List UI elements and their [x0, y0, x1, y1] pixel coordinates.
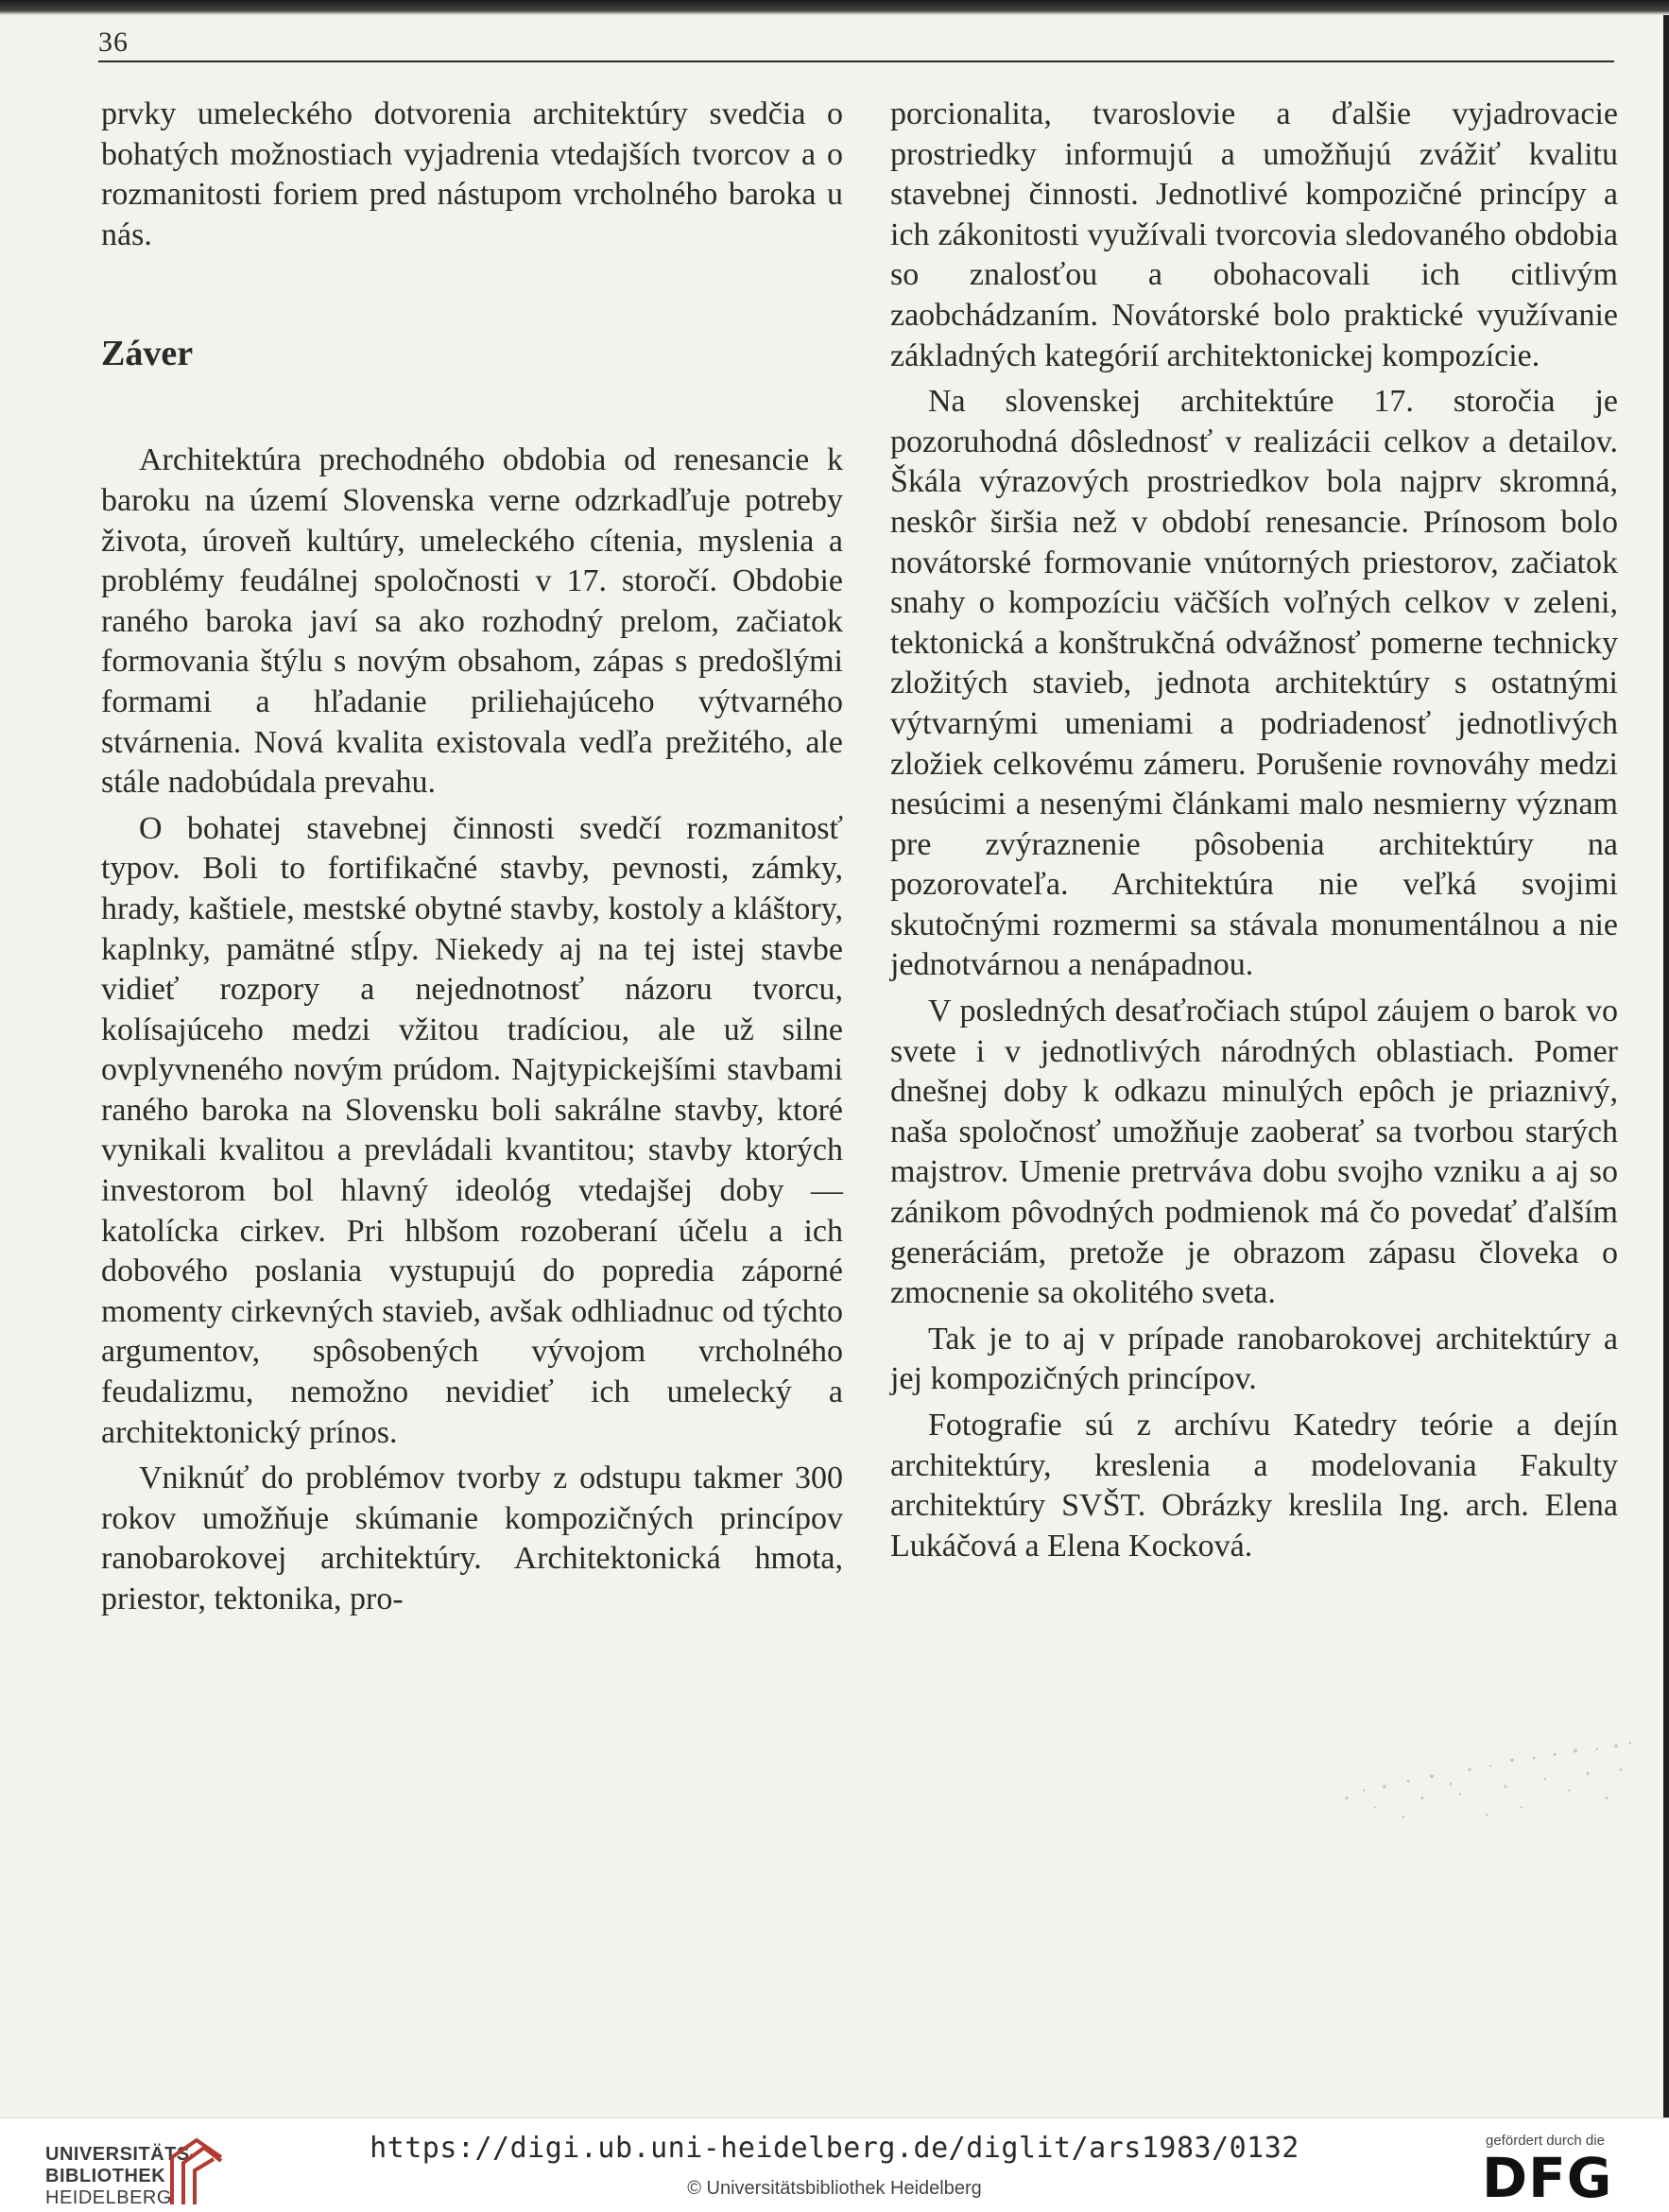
- paragraph: O bohatej stavebnej činnosti svedčí rozmanitosť typov. Boli to fortifikačné stavby, pevnosti, zámky, hrady, kaštiele, mestské obytné stavby, kostoly a kláštory, kaplnky, pamätné stĺpy. Niekedy aj na tej istej stavbe vidieť rozpory a nejednotnosť názoru tvorcu, kolísajúceho medzi vžitou tradíciou, ale už silne ovplyvneného novým prúdom. Najtypickejšími stavbami raného baroka na Slovensku boli sakrálne stavby, ktoré vynikali kvalitou a prevládali kvantitou; stavby ktorých investorom bol hlavný ideológ vtedajšej doby — katolícka cirkev. Pri hlbšom rozoberaní účelu a ich dobového poslania vystupujú do popredia záporné momenty cirkevných stavieb, avšak odhliadnuc od týchto argumentov, spôsobených vývojom vrcholného feudalizmu, nemožno nevidieť ich umelecký a architektonický prínos.: [101, 810, 843, 1450]
- paragraph: Fotografie sú z archívu Katedry teórie a dejín architektúry, kreslenia a modelovania Fakulty architektúry SVŠT. Obrázky kreslila Ing. arch. Elena Lukáčová a Elena Kocková.: [890, 1408, 1618, 1564]
- left-column: [101, 95, 843, 1620]
- header-rule: [98, 60, 1614, 62]
- library-name-line: BIBLIOTHEK: [45, 2166, 166, 2186]
- paragraph: Tak je to aj v prípade ranobarokovej architektúry a jej kompozičných princípov.: [890, 1321, 1618, 1397]
- scan-edge: [0, 0, 1669, 15]
- section-heading: Záver: [101, 334, 194, 374]
- intro-paragraph: prvky umeleckého dotvorenia architektúry svedčia o bohatých možnostiach vyjadrenia vtedajších tvorcov a o rozmanitosti foriem pred nástupom vrcholného baroka u nás.: [101, 96, 843, 252]
- library-name-line: UNIVERSITÄTS-: [45, 2144, 197, 2165]
- library-name-line: HEIDELBERG: [45, 2187, 172, 2208]
- right-column: [890, 95, 1618, 1566]
- paragraph: V posledných desaťročiach stúpol záujem o barok vo svete i v jednotlivých národných oblastiach. Pomer dnešnej doby k odkazu minulých epôch je priaznivý, naša spoločnosť umožňuje zaoberať sa tvorbou starých majstrov. Umenie pretrváva dobu svojho vzniku a aj so zánikom pôvodných podmienok má čo povedať ďalším generáciám, pretože je obrazom zápasu človeka o zmocnenie sa okolitého sveta.: [890, 994, 1618, 1311]
- copyright-notice: © Universitätsbibliothek Heidelberg: [687, 2178, 982, 2199]
- dfg-logo: DFG: [1482, 2146, 1613, 2210]
- funded-by-label: gefördert durch die: [1486, 2133, 1605, 2149]
- paragraph: porcionalita, tvaroslovie a ďalšie vyjadrovacie prostriedky informujú a umožňujú zvážiť kvalitu stavebnej činnosti. Jednotlivé kompozičné princípy a ich zákonitosti využívali tvorcovia sledovaného obdobia so znalosťou a obohacovali ich citlivým zaobchádzaním. Novátorské bolo praktické využívanie základných kategórií architektonickej kompozície.: [890, 96, 1618, 373]
- page-number: 36: [98, 26, 129, 58]
- scan-speckle: [1318, 1732, 1640, 1836]
- paragraph: Vniknúť do problémov tvorby z odstupu takmer 300 rokov umožňuje skúmanie kompozičných princípov ranobarokovej architektúry. Architektonická hmota, priestor, tektonika, pro-: [101, 1460, 843, 1616]
- paragraph: Na slovenskej architektúre 17. storočia je pozoruhodná dôslednosť v realizácii celkov a detailov. Škála výrazových prostriedkov bola najprv skromná, neskôr širšia než v období renesancie. Prínosom bolo novátorské formovanie vnútorných priestorov, začiatok snahy o kompozíciu väčších voľných celkov v zeleni, tektonická a konštrukčná odvážnosť pomerne technicky zložitých stavieb, jednota architektúry s ostatnými výtvarnými umeniami a podriadenosť jednotlivých zložiek celkovému zámeru. Porušenie rovnováhy medzi nesúcimi a nesenými článkami malo nesmierny význam pre zvýraznenie pôsobenia architektúry na pozorovateľa. Architektúra nie veľká svojimi skutočnými rozmermi sa stávala monumentálnou a nie jednotvárnou a nenápadnou.: [890, 384, 1618, 983]
- permalink-url[interactable]: https://digi.ub.uni-heidelberg.de/diglit/ars1983/0132: [370, 2132, 1299, 2165]
- paragraph: Architektúra prechodného obdobia od renesancie k baroku na území Slovenska verne odzrkadľuje potreby života, úroveň kultúry, umeleckého cítenia, myslenia a problémy feudálnej spoločnosti v 17. storočí. Obdobie raného baroka javí sa ako rozhodný prelom, začiatok formovania štýlu s novým obsahom, zápas s predošlými formami a hľadanie priliehajúceho výtvarného stvárnenia. Nová kvalita existovala vedľa prežitého, ale stále nadobúdala prevahu.: [101, 442, 843, 801]
